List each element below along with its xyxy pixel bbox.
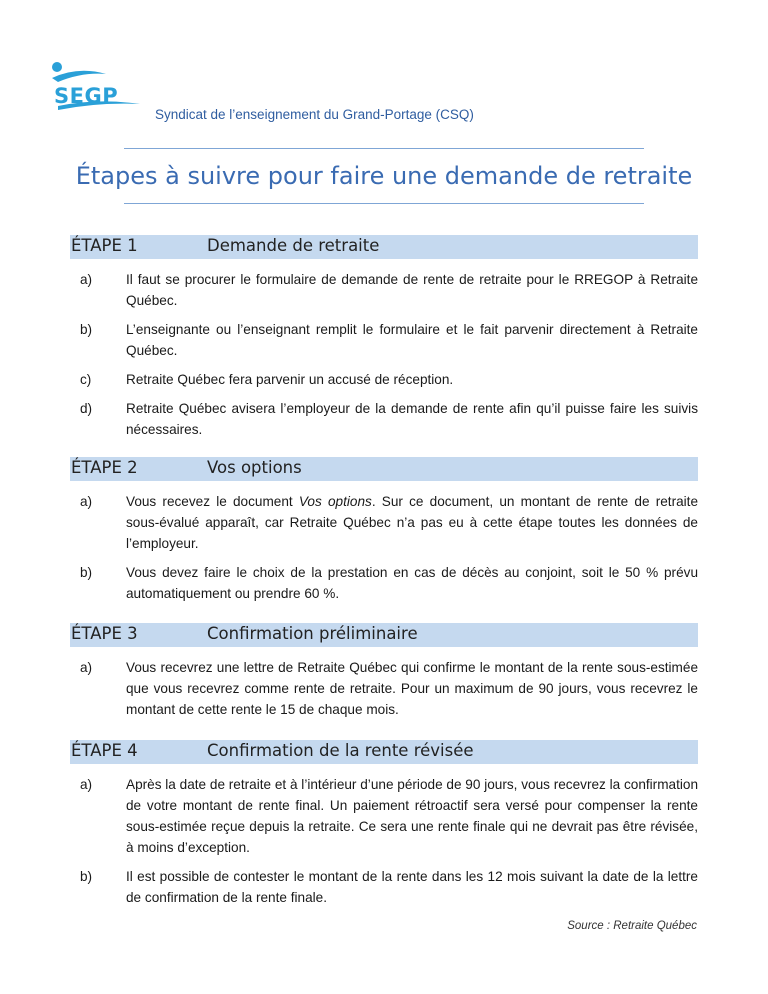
- list-item: [70, 866, 698, 908]
- item-text: Après la date de retraite et à l’intérieur d’une période de 90 jours, vous recevrez la confirmation de votre montant de rente final. Un paiement rétroactif sera versé pour compenser la rente sous-estimée reçue depuis la retraite. Ce sera une rente finale qui ne devrait pas être révisée, à moins d’exception.: [126, 777, 699, 855]
- list-item: [70, 657, 698, 720]
- item-letter: a): [80, 272, 93, 287]
- item-text: Vous recevez le document Vos options. Sur ce document, un montant de rente de retraite sous-évalué apparaît, car Retraite Québec n’a pas eu à cette étape toutes les données de l’employeur.: [126, 494, 699, 551]
- step-label: ÉTAPE 1: [71, 236, 138, 255]
- list-item: [70, 491, 698, 554]
- page-title: Étapes à suivre pour faire une demande de retraite: [75, 162, 693, 190]
- step-header-bar: [70, 623, 698, 647]
- step-name: Vos options: [207, 458, 302, 477]
- step-label: ÉTAPE 3: [71, 624, 138, 643]
- organization-name: Syndicat de l’enseignement du Grand-Portage (CSQ): [155, 107, 474, 122]
- document-name: Vos options: [298, 494, 372, 509]
- item-text: Vous recevrez une lettre de Retraite Québec qui confirme le montant de la rente sous-estimée que vous recevrez comme rente de retraite. Pour un maximum de 90 jours, vous recevrez le montant de cette rente le 15 de chaque mois.: [126, 660, 698, 717]
- logo-text: SEGP: [54, 84, 119, 108]
- list-item: [70, 774, 698, 858]
- item-letter: b): [80, 869, 93, 884]
- step-name: Demande de retraite: [207, 236, 380, 255]
- step-4-section: [70, 740, 698, 916]
- item-letter: a): [80, 494, 93, 509]
- step-label: ÉTAPE 2: [71, 458, 138, 477]
- item-text: Retraite Québec fera parvenir un accusé de réception.: [126, 372, 454, 387]
- item-letter: d): [80, 401, 93, 416]
- item-text: Il est possible de contester le montant de la rente dans les 12 mois suivant la date de la lettre de confirmation de la rente finale.: [126, 869, 698, 905]
- item-letter: b): [80, 565, 93, 580]
- step-3-section: [70, 623, 698, 728]
- item-text: Retraite Québec avisera l’employeur de la demande de rente afin qu’il puisse faire les suivis nécessaires.: [126, 401, 698, 437]
- item-letter: c): [80, 372, 92, 387]
- title-rule-top: [124, 148, 644, 149]
- list-item: [70, 269, 698, 311]
- list-item: [70, 319, 698, 361]
- list-item: [70, 369, 698, 390]
- step-header-bar: [70, 235, 698, 259]
- step-label: ÉTAPE 4: [71, 741, 138, 760]
- item-letter: a): [80, 660, 93, 675]
- source-note: Source : Retraite Québec: [567, 920, 697, 932]
- item-text: Vous devez faire le choix de la prestation en cas de décès au conjoint, soit le 50 % prévu automatiquement ou prendre 60 %.: [126, 565, 698, 601]
- logo-figure-head: [52, 62, 62, 72]
- item-letter: b): [80, 322, 93, 337]
- step-1-section: [70, 235, 698, 448]
- item-letter: a): [80, 777, 93, 792]
- step-name: Confirmation de la rente révisée: [207, 741, 474, 760]
- title-rule-bottom: [124, 203, 644, 204]
- item-text: L’enseignante ou l’enseignant remplit le formulaire et le fait parvenir directement à Retraite Québec.: [126, 322, 698, 358]
- step-name: Confirmation préliminaire: [207, 624, 418, 643]
- step-header-bar: [70, 740, 698, 764]
- list-item: [70, 398, 698, 440]
- list-item: [70, 562, 698, 604]
- step-header-bar: [70, 457, 698, 481]
- logo-figure-swoosh: [52, 71, 106, 82]
- step-2-section: [70, 457, 698, 612]
- item-text: Il faut se procurer le formulaire de demande de rente de retraite pour le RREGOP à Retraite Québec.: [126, 272, 698, 308]
